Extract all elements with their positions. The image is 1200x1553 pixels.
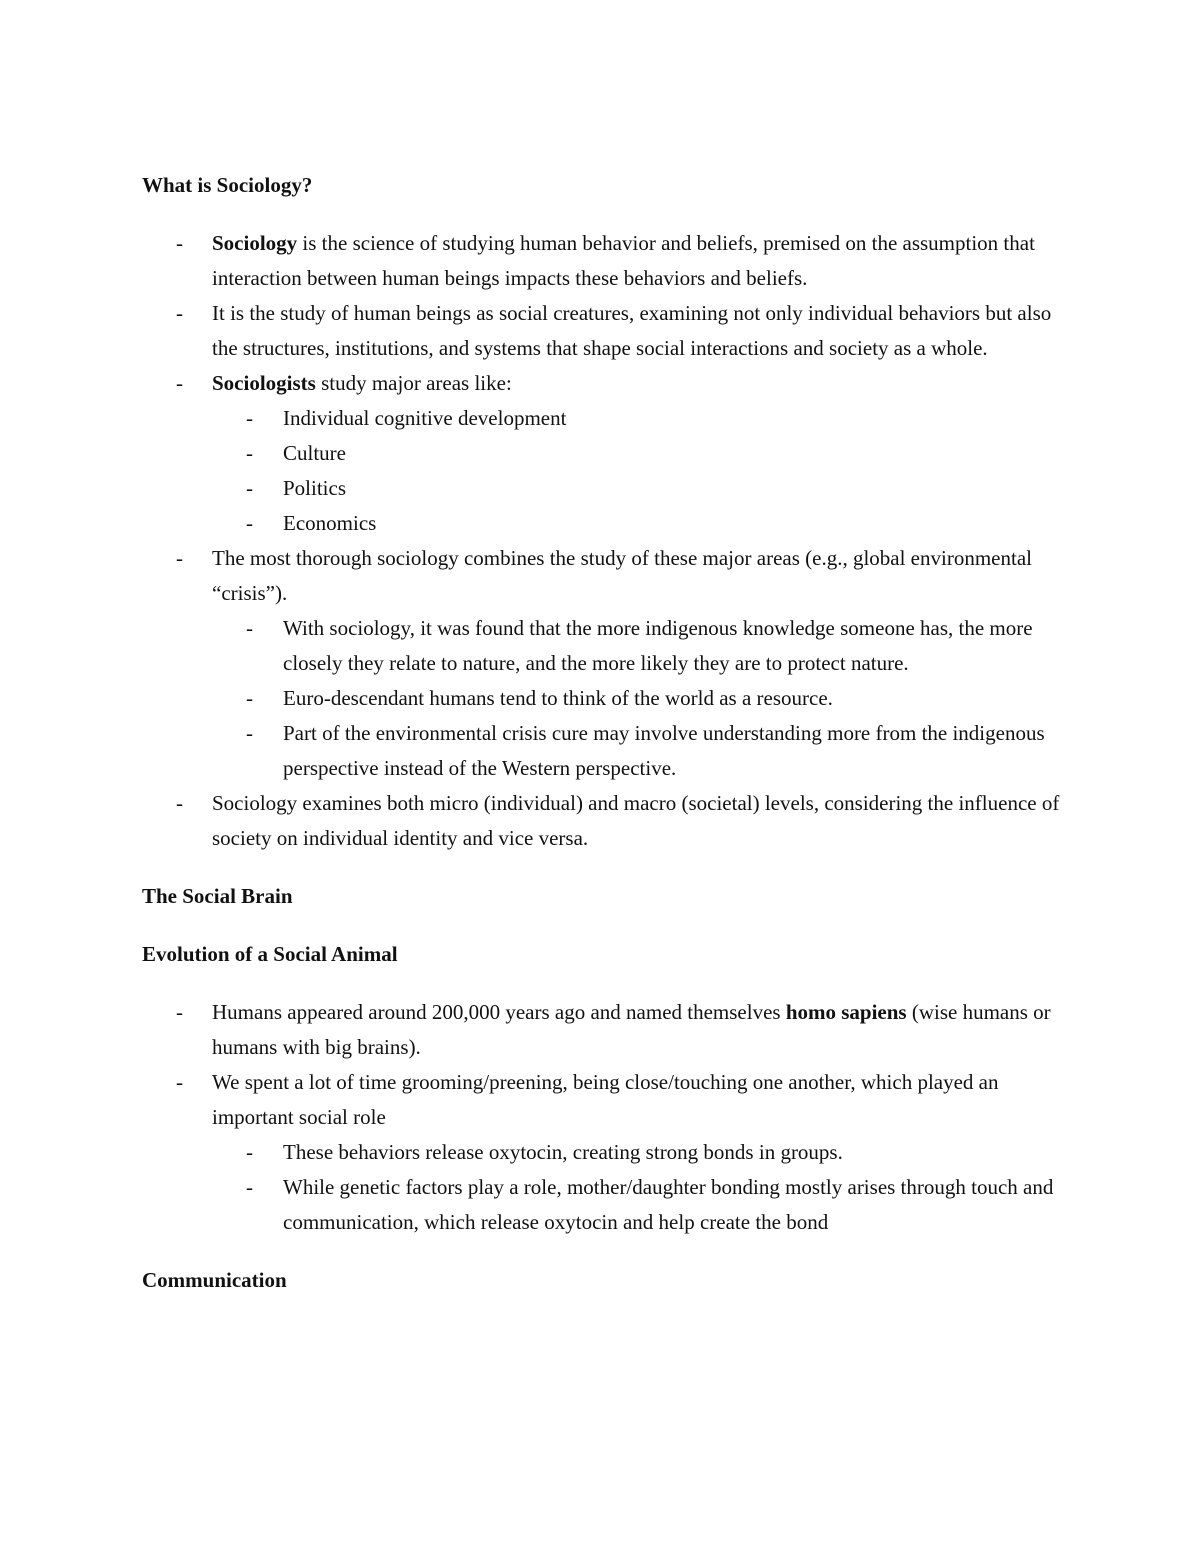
section-heading-what-is-sociology: What is Sociology? <box>142 173 313 197</box>
term-homo-sapiens: homo sapiens <box>785 1000 907 1024</box>
dash-bullet: - <box>246 1140 253 1164</box>
list-item-text: We spent a lot of time grooming/preening, being close/touching one another, which played an important social role <box>212 1070 999 1129</box>
sublist-item <box>212 436 1082 471</box>
list-item-text: The most thorough sociology combines the study of these major areas (e.g., global environmental “crisis”). <box>212 546 1032 605</box>
sublist-item <box>212 716 1082 786</box>
dash-bullet: - <box>246 476 253 500</box>
term-sociology: Sociology <box>212 231 298 255</box>
dash-bullet: - <box>176 371 183 395</box>
list-item <box>142 995 1082 1065</box>
sublist-item <box>212 611 1082 681</box>
list-item <box>142 296 1082 366</box>
dash-bullet: - <box>176 791 183 815</box>
list-item-text: It is the study of human beings as social creatures, examining not only individual behaviors but also the structures, institutions, and systems that shape social interactions and society as a whole. <box>212 301 1052 360</box>
dash-bullet: - <box>176 1070 183 1094</box>
dash-bullet: - <box>176 1000 183 1024</box>
document-page <box>142 168 1082 1298</box>
section-heading-evolution: Evolution of a Social Animal <box>142 942 398 966</box>
dash-bullet: - <box>246 406 253 430</box>
sublist-item-text: Part of the environmental crisis cure may involve understanding more from the indigenous perspective instead of the Western perspective. <box>283 721 1045 780</box>
sublist-item <box>212 681 1082 716</box>
dash-bullet: - <box>246 1175 253 1199</box>
list-item <box>142 366 1082 541</box>
sublist-item <box>212 1170 1082 1240</box>
sublist-item-text: Individual cognitive development <box>283 406 567 430</box>
major-areas-sublist <box>212 401 1082 541</box>
sublist-item <box>212 506 1082 541</box>
environmental-crisis-sublist <box>212 611 1082 786</box>
dash-bullet: - <box>176 231 183 255</box>
list-item <box>142 541 1082 786</box>
sublist-item-text: Economics <box>283 511 377 535</box>
grooming-sublist <box>212 1135 1082 1240</box>
dash-bullet: - <box>176 301 183 325</box>
list-item <box>142 226 1082 296</box>
sublist-item <box>212 1135 1082 1170</box>
list-item-text: Humans appeared around 200,000 years ago and named themselves <box>212 1000 786 1024</box>
evolution-list <box>142 995 1082 1240</box>
list-item-text: (wise humans or humans with big brains). <box>212 1000 1051 1059</box>
sublist-item-text: With sociology, it was found that the more indigenous knowledge someone has, the more closely they relate to nature, and the more likely they are to protect nature. <box>283 616 1033 675</box>
dash-bullet: - <box>246 686 253 710</box>
dash-bullet: - <box>246 441 253 465</box>
dash-bullet: - <box>176 546 183 570</box>
list-item <box>142 1065 1082 1240</box>
dash-bullet: - <box>246 616 253 640</box>
dash-bullet: - <box>246 511 253 535</box>
sociology-list <box>142 226 1082 856</box>
list-item-text: study major areas like: <box>315 371 512 395</box>
sublist-item-text: Euro-descendant humans tend to think of the world as a resource. <box>283 686 833 710</box>
section-heading-social-brain: The Social Brain <box>142 884 293 908</box>
sublist-item <box>212 471 1082 506</box>
section-heading-communication: Communication <box>142 1268 287 1292</box>
sublist-item-text: These behaviors release oxytocin, creating strong bonds in groups. <box>283 1140 843 1164</box>
list-item-text: Sociology examines both micro (individual) and macro (societal) levels, considering the influence of society on individual identity and vice versa. <box>212 791 1060 850</box>
sublist-item-text: While genetic factors play a role, mother/daughter bonding mostly arises through touch and communication, which release oxytocin and help create the bond <box>283 1175 1054 1234</box>
list-item-text: is the science of studying human behavior and beliefs, premised on the assumption that interaction between human beings impacts these behaviors and beliefs. <box>212 231 1035 290</box>
sublist-item <box>212 401 1082 436</box>
list-item <box>142 786 1082 856</box>
dash-bullet: - <box>246 721 253 745</box>
term-sociologists: Sociologists <box>212 371 316 395</box>
sublist-item-text: Politics <box>283 476 347 500</box>
sublist-item-text: Culture <box>283 441 346 465</box>
